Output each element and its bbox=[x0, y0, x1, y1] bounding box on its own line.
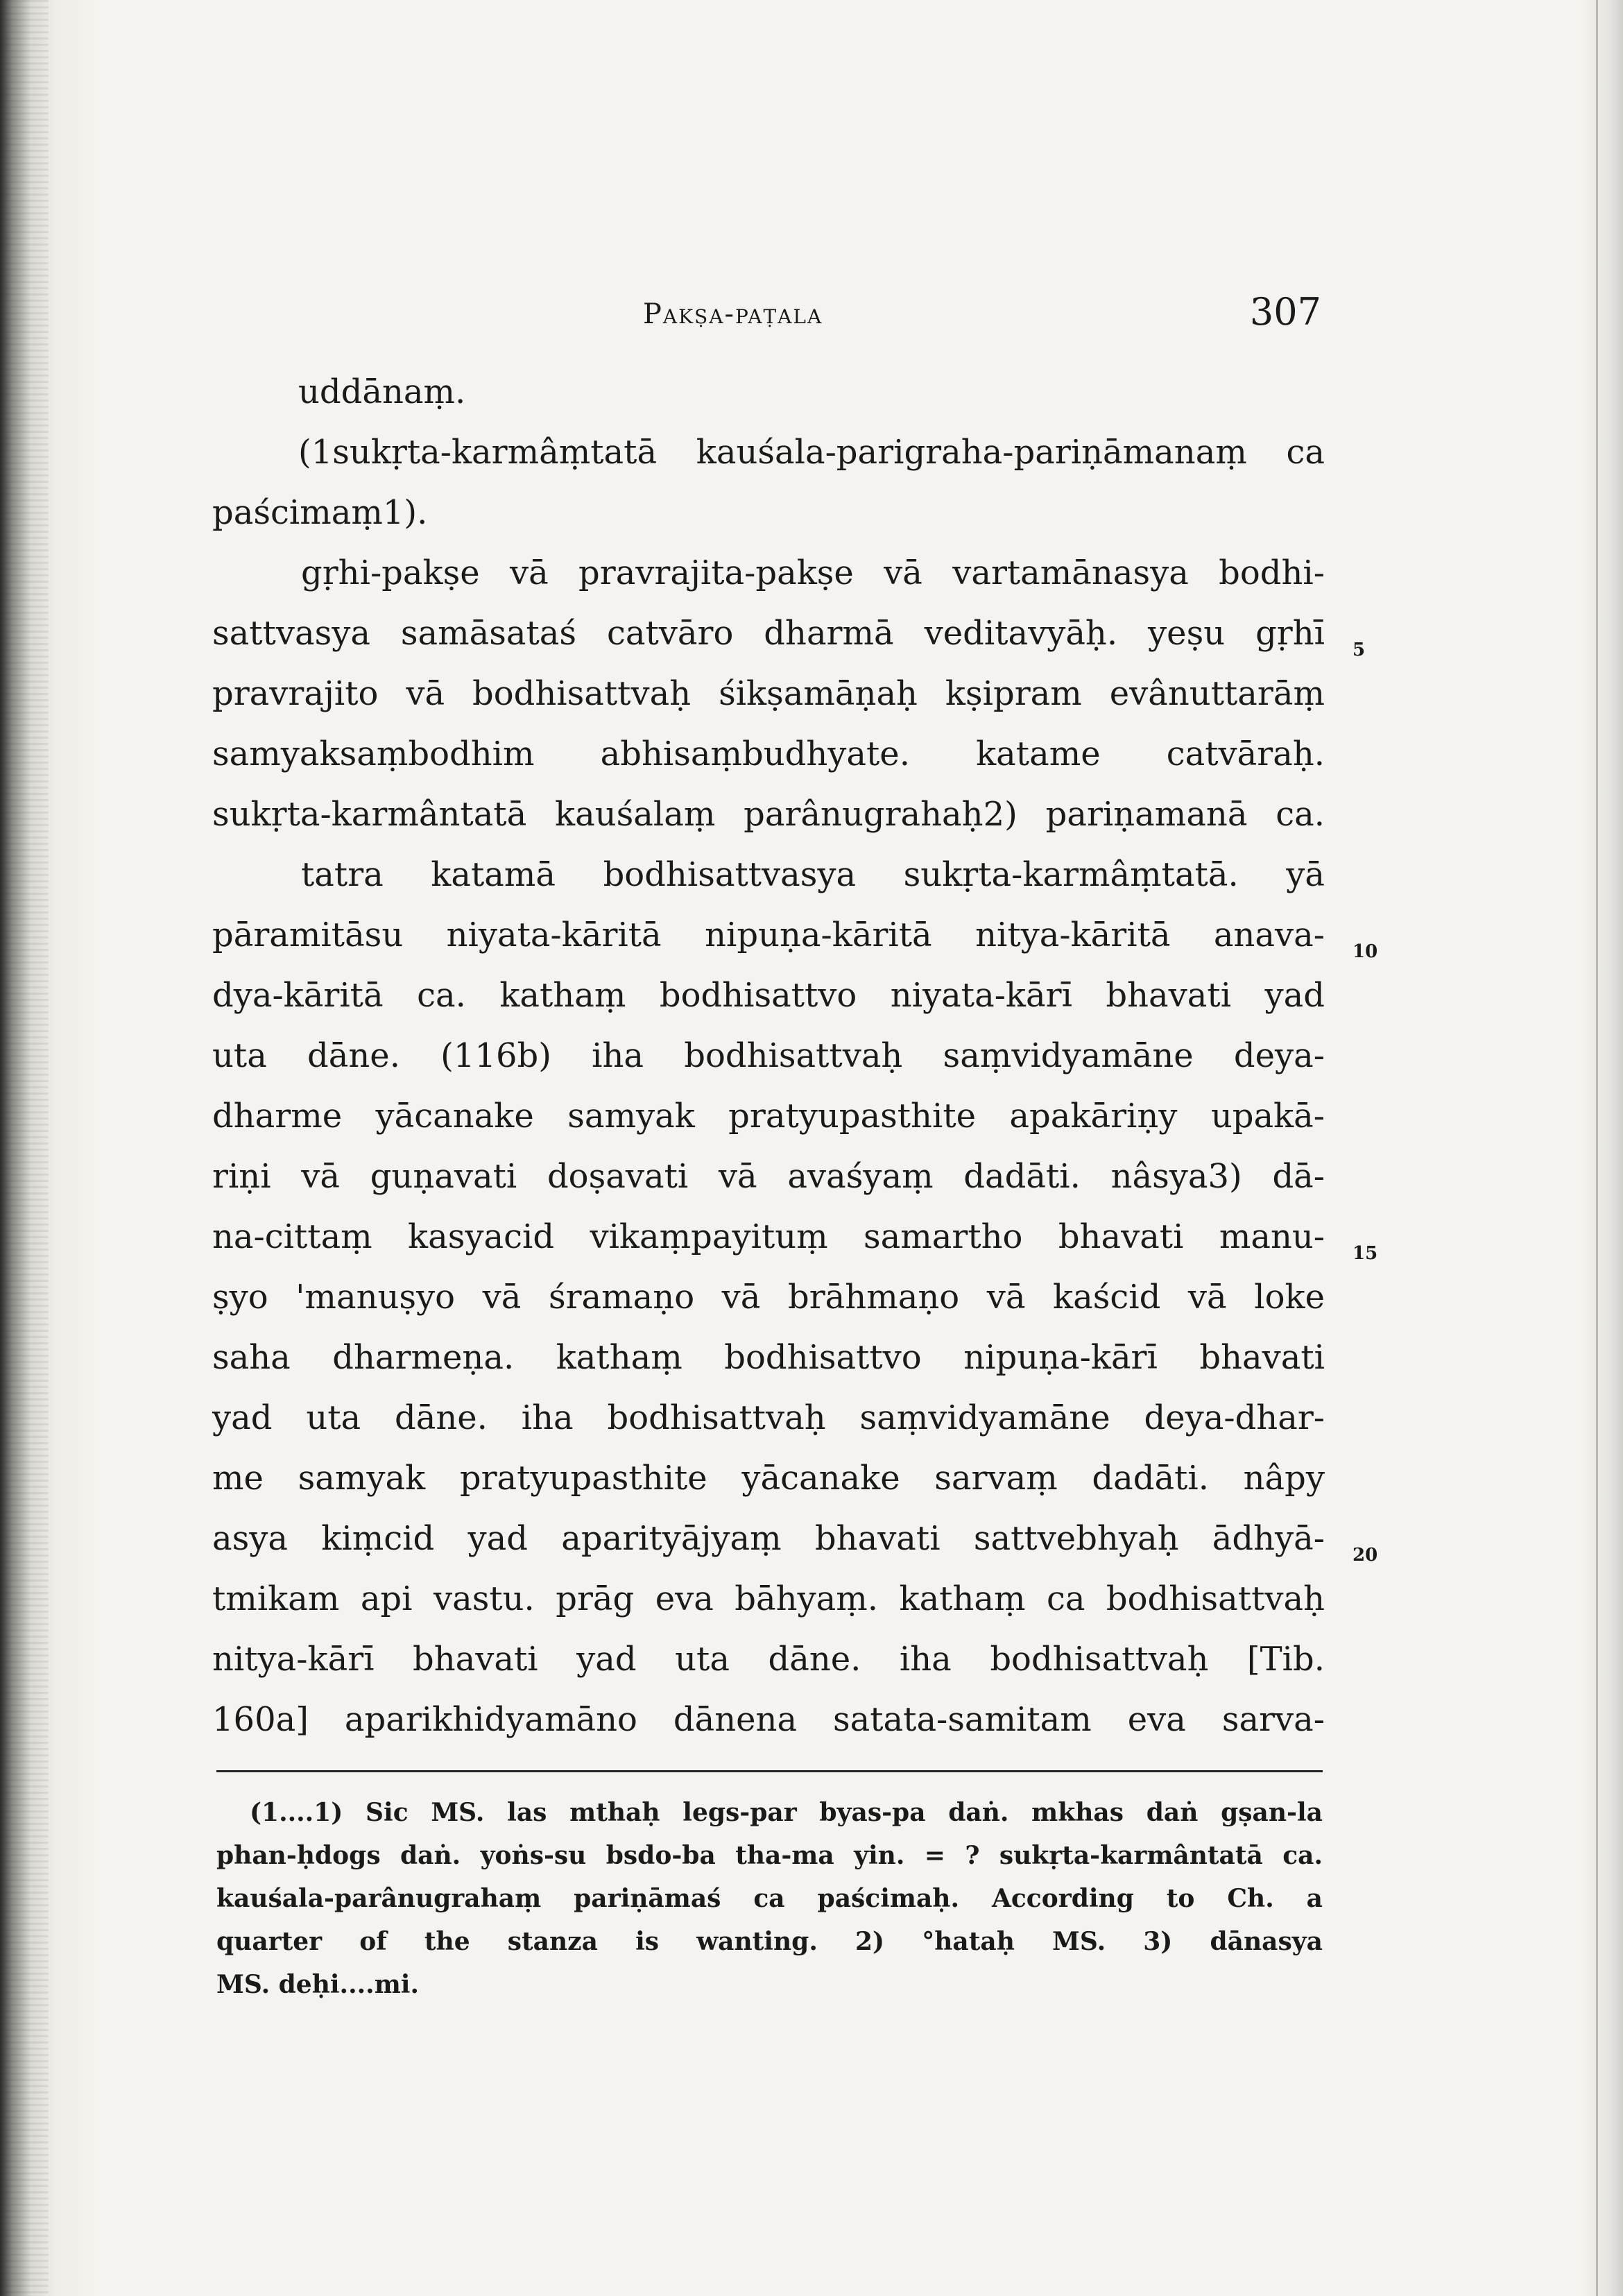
text-line: tatra katamā bodhisattvasya sukṛta-karmâṃtatā. yā bbox=[301, 855, 1325, 894]
page-header bbox=[215, 290, 1325, 345]
text-line: (1sukṛta-karmâṃtatā kauśala-parigraha-pariṇāmanaṃ ca bbox=[298, 433, 1325, 472]
binding-shadow bbox=[0, 0, 49, 2296]
footnote-line: kauśala-parânugrahaṃ pariṇāmaś ca paścimaḥ. According to Ch. a bbox=[216, 1884, 1323, 1913]
footnote-line: MS. deḥi....mi. bbox=[216, 1970, 419, 1999]
text-line: 160a] aparikhidyamāno dānena satata-samitam eva sarva- bbox=[212, 1700, 1325, 1739]
text-line: dharme yācanake samyak pratyupasthite apakāriṇy upakā- bbox=[212, 1097, 1325, 1136]
text-line: riṇi vā guṇavati doṣavati vā avaśyaṃ dadāti. nâsya3) dā- bbox=[212, 1157, 1325, 1196]
text-line: saha dharmeṇa. kathaṃ bodhisattvo nipuṇa-kārī bhavati bbox=[212, 1338, 1325, 1377]
text-line: sattvasya samāsataś catvāro dharmā veditavyāḥ. yeṣu gṛhī bbox=[212, 614, 1325, 653]
footnote-line: quarter of the stanza is wanting. 2) °hataḥ MS. 3) dānasya bbox=[216, 1927, 1323, 1956]
text-line: tmikam api vastu. prāg eva bāhyaṃ. kathaṃ ca bodhisattvaḥ bbox=[212, 1579, 1325, 1618]
text-line: pravrajito vā bodhisattvaḥ śikṣamāṇaḥ kṣipram evânuttarāṃ bbox=[212, 674, 1325, 713]
text-line: uta dāne. (116b) iha bodhisattvaḥ saṃvidyamāne deya- bbox=[212, 1036, 1325, 1075]
text-line: me samyak pratyupasthite yācanake sarvaṃ dadāti. nâpy bbox=[212, 1459, 1325, 1498]
text-line: asya kiṃcid yad aparityājyaṃ bhavati sattvebhyaḥ ādhyā- bbox=[212, 1519, 1325, 1558]
text-line: paścimaṃ1). bbox=[212, 493, 428, 532]
text-line: samyaksaṃbodhim abhisaṃbudhyate. katame catvāraḥ. bbox=[212, 735, 1325, 773]
main-text bbox=[212, 362, 1325, 1750]
text-line: ṣyo 'manuṣyo vā śramaṇo vā brāhmaṇo vā kaścid vā loke bbox=[212, 1278, 1325, 1317]
text-line: uddānaṃ. bbox=[298, 372, 466, 411]
running-title: Pakṣa-paṭala bbox=[643, 298, 823, 330]
footnote-line: phan-ḥdogs daṅ. yoṅs-su bsdo-ba tha-ma yin. = ? sukṛta-karmântatā ca. bbox=[216, 1841, 1323, 1870]
text-line: yad uta dāne. iha bodhisattvaḥ saṃvidyamāne deya-dhar- bbox=[212, 1398, 1325, 1437]
line-number-20: 20 bbox=[1352, 1545, 1378, 1566]
footnote-line: (1....1) Sic MS. las mthaḥ legs-par byas-pa daṅ. mkhas daṅ gṣan-la bbox=[250, 1798, 1323, 1827]
line-number-10: 10 bbox=[1352, 941, 1378, 962]
text-line: gṛhi-pakṣe vā pravrajita-pakṣe vā vartamānasya bodhi- bbox=[301, 554, 1325, 592]
text-line: pāramitāsu niyata-kāritā nipuṇa-kāritā nitya-kāritā anava- bbox=[212, 916, 1325, 954]
line-number-5: 5 bbox=[1352, 640, 1366, 660]
footnotes bbox=[216, 1791, 1323, 2006]
text-line: sukṛta-karmântatā kauśalaṃ parânugrahaḥ2) pariṇamanā ca. bbox=[212, 795, 1325, 834]
line-number-15: 15 bbox=[1352, 1243, 1378, 1264]
page-number: 307 bbox=[1249, 290, 1321, 334]
text-line: na-cittaṃ kasyacid vikaṃpayituṃ samartho bhavati manu- bbox=[212, 1217, 1325, 1256]
page-edge bbox=[1596, 0, 1598, 2296]
footnote-rule bbox=[216, 1770, 1323, 1772]
text-line: nitya-kārī bhavati yad uta dāne. iha bodhisattvaḥ [Tib. bbox=[212, 1640, 1325, 1679]
text-line: dya-kāritā ca. kathaṃ bodhisattvo niyata-kārī bhavati yad bbox=[212, 976, 1325, 1015]
